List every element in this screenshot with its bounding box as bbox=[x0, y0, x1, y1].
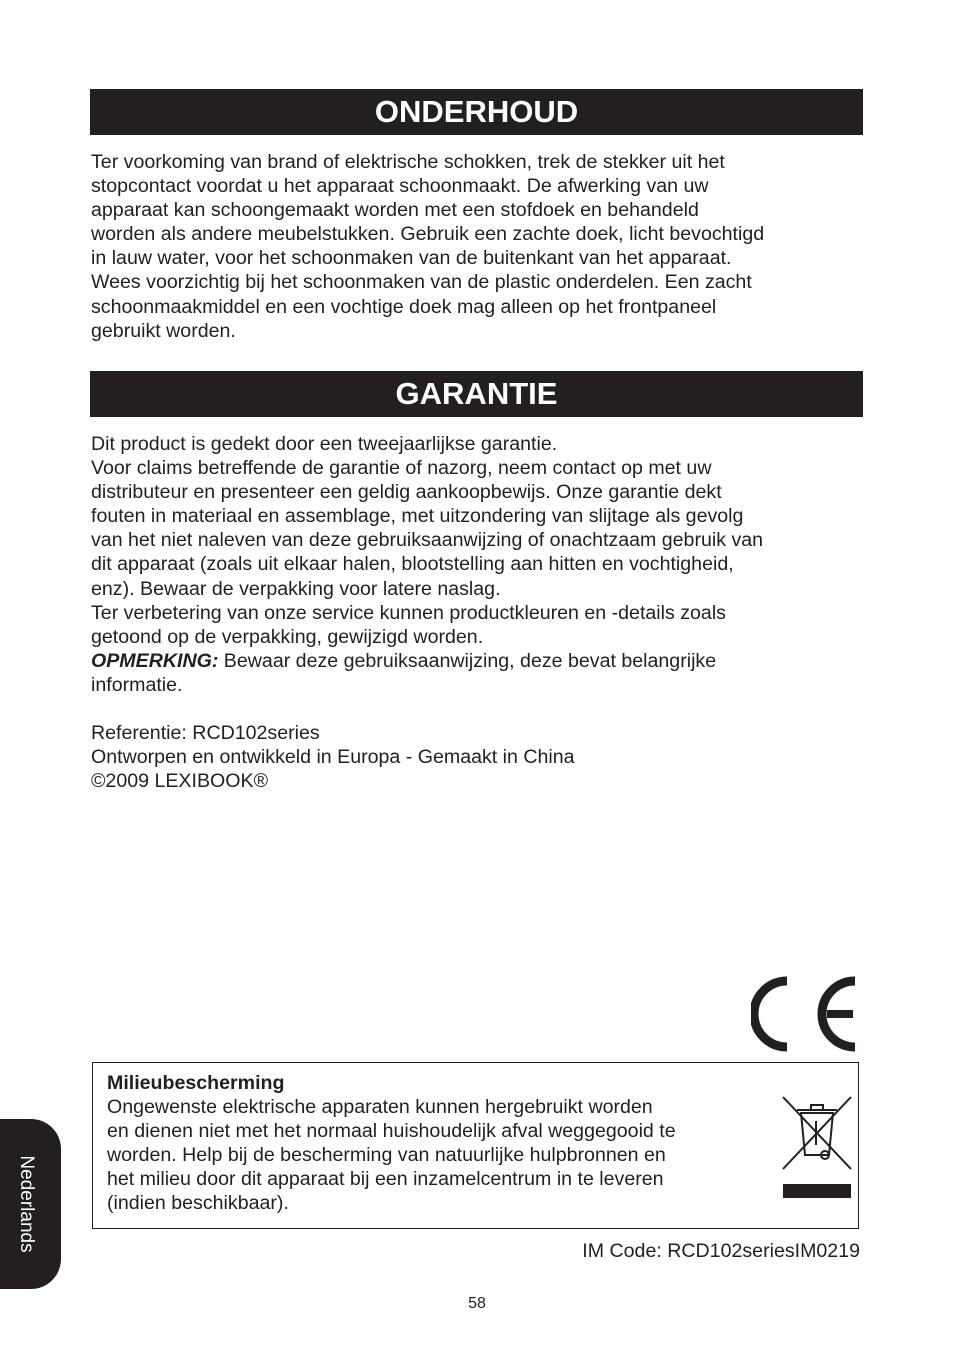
garantie-line: enz). Bewaar de verpakking voor latere naslag. bbox=[91, 577, 501, 600]
onderhoud-line: Wees voorzichtig bij het schoonmaken van de plastic onderdelen. Een zacht bbox=[91, 271, 752, 294]
onderhoud-line: in lauw water, voor het schoonmaken van de buitenkant van het apparaat. bbox=[91, 247, 732, 270]
note-label: OPMERKING: bbox=[91, 649, 219, 672]
environment-line: worden. Help bij de bescherming van natuurlijke hulpbronnen en bbox=[107, 1144, 666, 1167]
onderhoud-heading: ONDERHOUD bbox=[90, 89, 863, 135]
im-code: IM Code: RCD102seriesIM0219 bbox=[582, 1240, 860, 1262]
onderhoud-line: worden als andere meubelstukken. Gebruik een zachte doek, licht bevochtigd bbox=[91, 223, 765, 246]
page-number: 58 bbox=[468, 1295, 486, 1312]
environment-line: (indien beschikbaar). bbox=[107, 1192, 289, 1215]
garantie-line: distributeur en presenteer een geldig aankoopbewijs. Onze garantie dekt bbox=[91, 481, 722, 504]
origin: Ontworpen en ontwikkeld in Europa - Gemaakt in China bbox=[91, 746, 575, 769]
garantie-line: fouten in materiaal en assemblage, met uitzondering van slijtage als gevolg bbox=[91, 505, 744, 528]
onderhoud-line: schoonmaakmiddel en een vochtige doek mag alleen op het frontpaneel bbox=[91, 295, 717, 318]
onderhoud-line: stopcontact voordat u het apparaat schoonmaakt. De afwerking van uw bbox=[91, 175, 709, 198]
environment-line: Ongewenste elektrische apparaten kunnen hergebruikt worden bbox=[107, 1096, 653, 1119]
garantie-line: Voor claims betreffende de garantie of nazorg, neem contact op met uw bbox=[91, 457, 712, 480]
garantie-body bbox=[91, 432, 866, 793]
environment-text bbox=[107, 1071, 767, 1216]
garantie-note bbox=[91, 649, 866, 673]
crossed-out-wheelie-bin-icon bbox=[779, 1093, 855, 1208]
ce-mark-icon bbox=[751, 975, 861, 1058]
environment-line: en dienen niet met het normaal huishoudelijk afval weggegooid te bbox=[107, 1120, 676, 1143]
garantie-line: dit apparaat (zoals uit elkaar halen, blootstelling aan hitten en vochtigheid, bbox=[91, 553, 734, 576]
garantie-heading: GARANTIE bbox=[90, 371, 863, 417]
reference: Referentie: RCD102series bbox=[91, 722, 320, 745]
note-text: Bewaar deze gebruiksaanwijzing, deze bevat belangrijke bbox=[218, 649, 717, 672]
language-tab bbox=[0, 1119, 61, 1289]
garantie-line: Dit product is gedekt door een tweejaarlijkse garantie. bbox=[91, 433, 558, 455]
environment-line: het milieu door dit apparaat bij een inzamelcentrum in te leveren bbox=[107, 1168, 664, 1191]
onderhoud-line: apparaat kan schoongemaakt worden met een stofdoek en behandeld bbox=[91, 199, 699, 222]
garantie-line: Ter verbetering van onze service kunnen productkleuren en -details zoals bbox=[91, 601, 726, 624]
environment-title: Milieubescherming bbox=[107, 1072, 285, 1094]
onderhoud-line: Ter voorkoming van brand of elektrische schokken, trek de stekker uit het bbox=[91, 151, 725, 173]
onderhoud-body bbox=[91, 150, 866, 343]
copyright: ©2009 LEXIBOOK® bbox=[91, 770, 269, 793]
garantie-note-continued: informatie. bbox=[91, 673, 183, 696]
garantie-line: getoond op de verpakking, gewijzigd worden. bbox=[91, 625, 484, 648]
environment-box bbox=[92, 1062, 859, 1229]
garantie-line: van het niet naleven van deze gebruiksaanwijzing of onachtzaam gebruik van bbox=[91, 529, 764, 552]
language-tab-label: Nederlands bbox=[16, 1155, 37, 1253]
blank-line bbox=[91, 697, 866, 721]
onderhoud-line: gebruikt worden. bbox=[91, 319, 236, 342]
